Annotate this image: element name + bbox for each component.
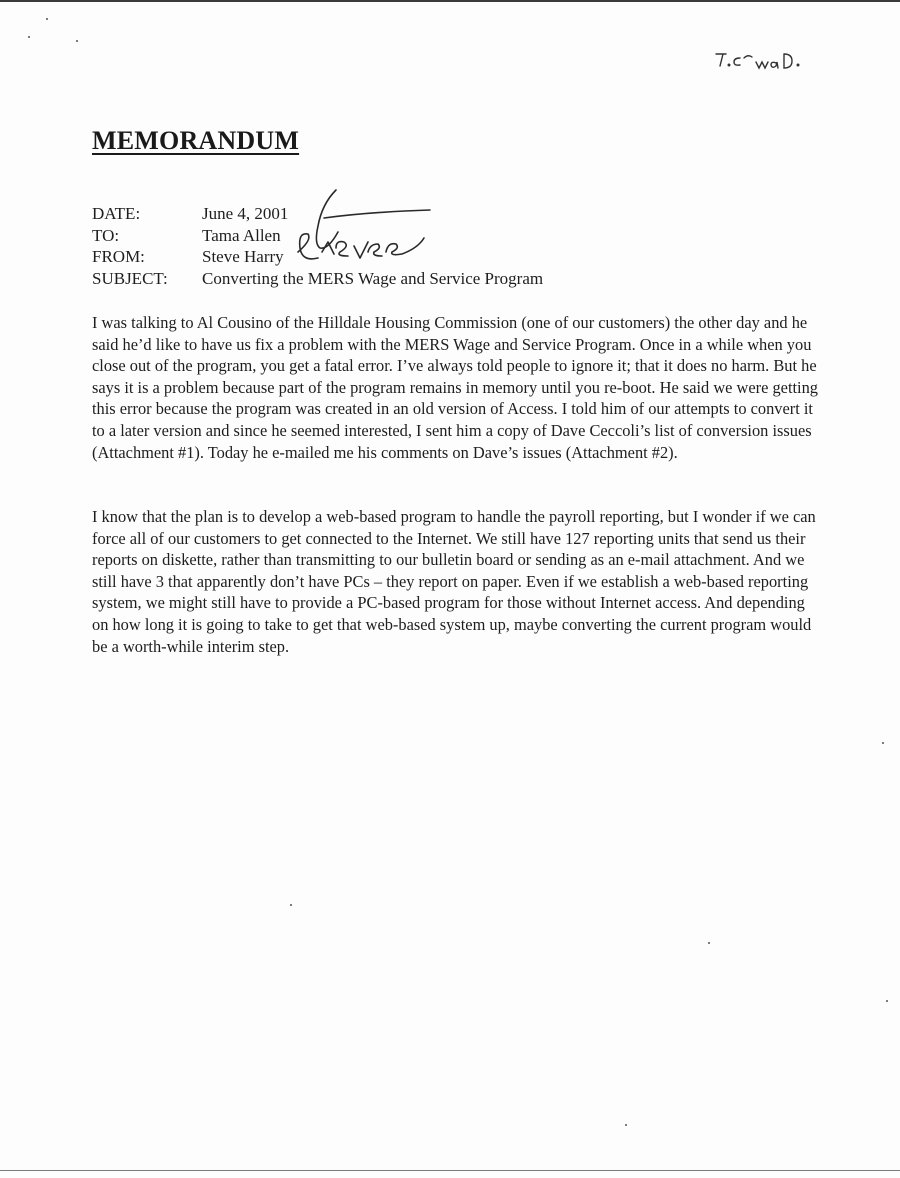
scan-speck bbox=[708, 942, 710, 944]
scan-speck bbox=[28, 36, 30, 38]
to-label: TO: bbox=[92, 225, 120, 245]
date-value: June 4, 2001 bbox=[202, 204, 289, 223]
date-label: DATE: bbox=[92, 204, 141, 223]
handwritten-signature bbox=[278, 182, 448, 272]
scan-edge-top bbox=[0, 0, 900, 2]
from-label: FROM: bbox=[92, 247, 145, 266]
body-paragraph-1: I was talking to Al Cousino of the Hilldale Housing Commission (one of our customers) the other day and he said he’d like to have us fix a problem with the MERS Wage and Service Program. Once in a while when you close out of the program, you get a fatal error. I’ve always told people to ignore it; that it does no harm. But he says it is a problem because part of the program remains in memory until you re-boot. He said we were getting this error because the program was created in an old version of Access. I told him of our attempts to convert it to a later version and since he seemed interested, I sent him a copy of Dave Ceccoli’s list of conversion issues (Attachment #1). Today he e-mailed me his comments on Dave’s issues (Attachment #2). bbox=[92, 313, 818, 462]
scan-speck bbox=[290, 904, 292, 906]
scan-speck bbox=[882, 742, 884, 744]
scan-edge-bottom bbox=[0, 1170, 900, 1171]
subject-value: Converting the MERS Wage and Service Program bbox=[202, 268, 544, 288]
scan-speck bbox=[625, 1124, 627, 1126]
from-value: Steve Harry bbox=[202, 247, 284, 266]
handwritten-corner-note bbox=[712, 46, 822, 76]
memo-title: MEMORANDUM bbox=[92, 126, 300, 155]
to-value: Tama Allen bbox=[202, 225, 281, 245]
scan-speck bbox=[46, 18, 48, 20]
body-paragraph-2: I know that the plan is to develop a web-based program to handle the payroll reporting, but I wonder if we can force all of our customers to get connected to the Internet. We still have 127 reporting units that send us their reports on diskette, rather than transmitting to our bulletin board or sending as an e-mail attachment. And we still have 3 that apparently don’t have PCs – they report on paper. Even if we establish a web-based reporting system, we might still have to provide a PC-based program for those without Internet access. And depending on how long it is going to take to get that web-based system up, maybe converting the current program would be a worth-while interim step. bbox=[92, 507, 816, 656]
scan-speck bbox=[76, 40, 78, 42]
scan-speck bbox=[886, 1000, 888, 1002]
subject-label: SUBJECT: bbox=[92, 268, 168, 288]
